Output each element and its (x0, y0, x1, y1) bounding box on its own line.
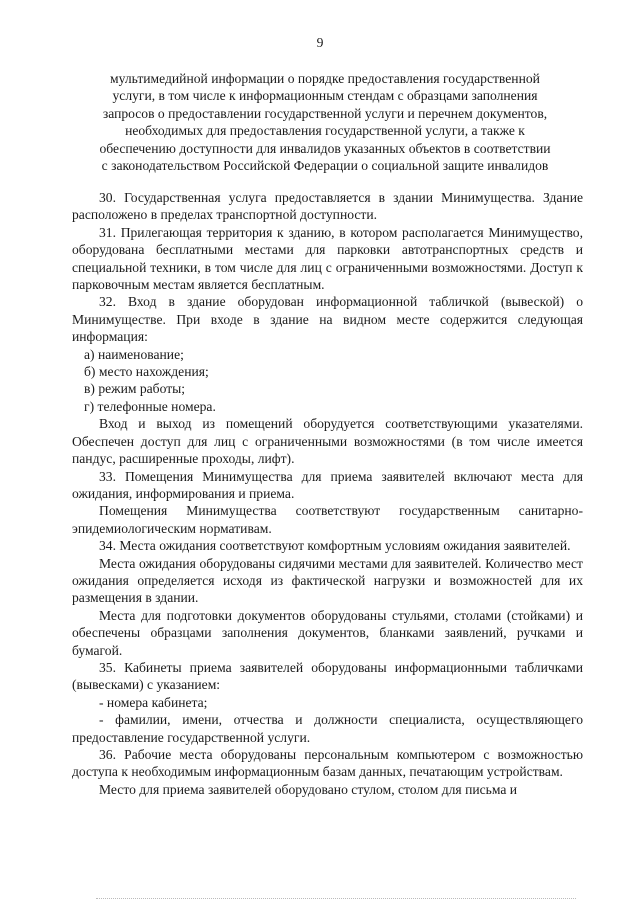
paragraph-31: 31. Прилегающая территория к зданию, в котором располагается Минимущество, оборудована бесплатными местами для парковки автотранспортных средств и специальной техники, в том числе для лиц с ограниченными возможностями. Доступ к парковочным местам является бесплатным. (72, 224, 583, 293)
list-item: г) телефонные номера. (84, 398, 216, 414)
list-item: б) место нахождения; (84, 364, 209, 380)
heading-line: с законодательством Российской Федерации о социальной защите инвалидов (101, 158, 549, 174)
list-item: - фамилии, имени, отчества и должности специалиста, осуществляющего предоставление государственной услуги. (72, 712, 583, 745)
document-body (72, 189, 583, 798)
heading-line: обеспечению доступности для инвалидов указанных объектов в соответствии (99, 140, 551, 156)
heading-line: запросов о предоставлении государственной услуги и перечнем документов, (102, 105, 548, 121)
paragraph-34-seating: Места ожидания оборудованы сидячими местами для заявителей. Количество мест ожидания определяется исходя из фактической нагрузки и возможностей для их размещения в здании. (72, 555, 583, 606)
list-item: а) наименование; (84, 346, 184, 362)
paragraph-32-entrance: Вход и выход из помещений оборудуется соответствующими указателями. Обеспечен доступ для лиц с ограниченными возможностями (в том числе имеется пандус, расширенные проходы, лифт). (72, 416, 583, 467)
heading-line: мультимедийной информации о порядке предоставления государственной (110, 71, 540, 86)
paragraph-30: 30. Государственная услуга предоставляется в здании Минимущества. Здание расположено в пределах транспортной доступности. (72, 190, 583, 223)
paragraph-32: 32. Вход в здание оборудован информационной табличкой (вывеской) о Минимуществе. При входе в здание на видном месте содержится следующая информация: (72, 294, 583, 345)
paragraph-34: 34. Места ожидания соответствуют комфортным условиям ожидания заявителей. (99, 538, 571, 554)
paragraph-33-sanitary: Помещения Минимущества соответствуют государственным санитарно-эпидемиологическим нормативам. (72, 503, 583, 536)
list-item: в) режим работы; (84, 381, 186, 397)
section-heading (60, 70, 590, 174)
paragraph-33: 33. Помещения Минимущества для приема заявителей включают места для ожидания, информирования и приема. (72, 468, 583, 501)
heading-line: необходимых для предоставления государственной услуги, а также к (125, 123, 525, 139)
paragraph-36-workplace: Место для приема заявителей оборудовано стулом, столом для письма и (99, 781, 518, 797)
paragraph-35: 35. Кабинеты приема заявителей оборудованы информационными табличками (вывесками) с указанием: (72, 659, 583, 693)
paragraph-34-documents: Места для подготовки документов оборудованы стульями, столами (стойками) и обеспечены образцами заполнения документов, бланками заявлений, ручками и бумагой. (72, 607, 583, 658)
list-item: - номера кабинета; (99, 694, 208, 710)
paragraph-36: 36. Рабочие места оборудованы персональным компьютером с возможностью доступа к необходимым информационным базам данных, печатающим устройствам. (72, 747, 583, 780)
heading-line: услуги, в том числе к информационным стендам с образцами заполнения (112, 88, 538, 104)
page-number: 9 (316, 35, 324, 50)
scan-edge-mark (96, 898, 576, 900)
